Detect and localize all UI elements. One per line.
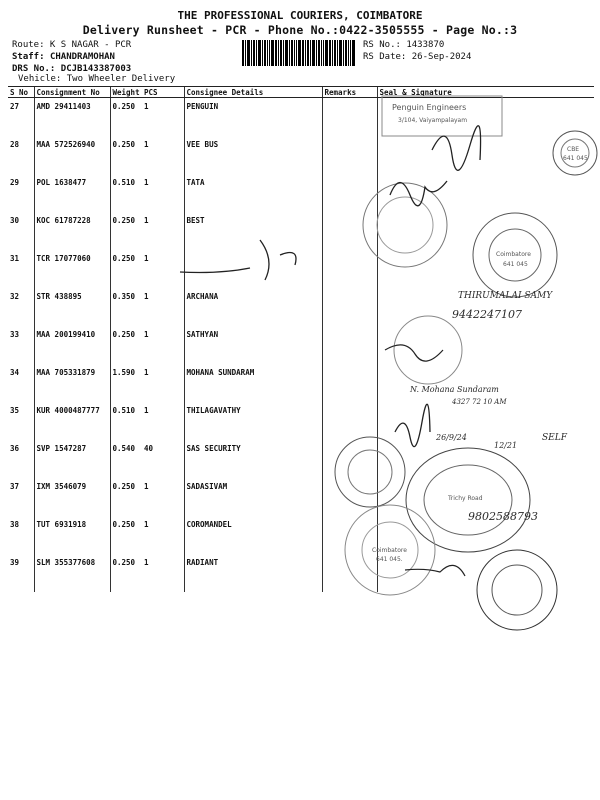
row-consignment: TCR 17077060 bbox=[34, 250, 110, 288]
staff-name: CHANDRAMOHAN bbox=[49, 52, 115, 62]
row-sno: 30 bbox=[10, 216, 20, 225]
row-weight: 0.250 bbox=[110, 98, 142, 137]
best-stamp-pin: 641 045 bbox=[503, 261, 528, 268]
row-weight: 0.540 bbox=[110, 440, 142, 478]
col-seal: Seal & Signature bbox=[377, 87, 594, 98]
col-remarks: Remarks bbox=[322, 87, 377, 98]
thilaga-time: 12/21 bbox=[494, 441, 518, 450]
row-weight: 0.250 bbox=[110, 554, 142, 592]
row-consignment: MAA 705331879 bbox=[34, 364, 110, 402]
veebus-stamp-pin: 641 045 bbox=[563, 155, 588, 162]
rs-date: RS Date: 26-Sep-2024 bbox=[363, 52, 472, 62]
row-sno: 38 bbox=[10, 520, 20, 529]
row-remarks bbox=[322, 402, 377, 440]
table-row bbox=[8, 402, 594, 440]
row-weight: 0.250 bbox=[110, 212, 142, 250]
row-remarks bbox=[322, 440, 377, 478]
row-pcs: 1 bbox=[144, 558, 149, 567]
row-weight: 1.590 bbox=[110, 364, 142, 402]
row-remarks bbox=[322, 478, 377, 516]
row-consignee: VEE BUS bbox=[184, 136, 322, 174]
row-seal bbox=[377, 326, 594, 364]
row-weight: 0.510 bbox=[110, 174, 142, 212]
row-consignment: STR 438895 bbox=[34, 288, 110, 326]
table-row bbox=[8, 478, 594, 516]
row-sno: 28 bbox=[10, 140, 20, 149]
col-weight: Weight bbox=[110, 87, 142, 98]
row-seal bbox=[377, 516, 594, 554]
row-pcs: 1 bbox=[144, 482, 149, 491]
company-name: THE PROFESSIONAL COURIERS, COIMBATORE bbox=[177, 9, 423, 22]
row-remarks bbox=[322, 174, 377, 212]
row-pcs: 1 bbox=[144, 406, 149, 415]
row-seal bbox=[377, 212, 594, 250]
archana-note: THIRUMALAI SAMY bbox=[458, 291, 553, 301]
row-weight: 0.250 bbox=[110, 250, 142, 288]
row-weight: 0.250 bbox=[110, 516, 142, 554]
row-remarks bbox=[322, 516, 377, 554]
table-row bbox=[8, 136, 594, 174]
col-consignment: Consignment No bbox=[34, 87, 110, 98]
row-seal bbox=[377, 554, 594, 592]
row-consignment: POL 1638477 bbox=[34, 174, 110, 212]
row-seal bbox=[377, 136, 594, 174]
row-pcs: 1 bbox=[144, 520, 149, 529]
route-text: Route: K S NAGAR - PCR bbox=[12, 40, 132, 50]
row-remarks bbox=[322, 288, 377, 326]
row-weight: 0.510 bbox=[110, 402, 142, 440]
table-row bbox=[8, 516, 594, 554]
row-pcs: 1 bbox=[144, 216, 149, 225]
drs-number: DCJB143387003 bbox=[60, 64, 132, 74]
row-remarks bbox=[322, 212, 377, 250]
row-consignee: MOHANA SUNDARAM bbox=[184, 364, 322, 402]
row-consignment: KOC 61787228 bbox=[34, 212, 110, 250]
row-pcs: 1 bbox=[144, 368, 149, 377]
veebus-stamp-city: CBE bbox=[567, 146, 580, 153]
row-consignee: PENGUIN bbox=[184, 98, 322, 137]
table-row bbox=[8, 364, 594, 402]
drs-label: DRS No.: bbox=[12, 64, 56, 74]
row-consignee: BEST bbox=[184, 212, 322, 250]
penguin-stamp-addr: 3/104, Vaiyampalayam bbox=[398, 117, 468, 124]
row-pcs: 1 bbox=[144, 102, 149, 111]
row-consignment: SVP 1547287 bbox=[34, 440, 110, 478]
table-header-row bbox=[8, 87, 594, 98]
row-consignment: SLM 355377608 bbox=[34, 554, 110, 592]
row-weight: 0.350 bbox=[110, 288, 142, 326]
row-pcs: 1 bbox=[144, 330, 149, 339]
row-pcs: 40 bbox=[144, 444, 154, 453]
table-row bbox=[8, 440, 594, 478]
runsheet-title: Delivery Runsheet - PCR - Phone No.:0422-3505555 - Page No.:3 bbox=[82, 23, 518, 37]
row-seal bbox=[377, 98, 594, 137]
row-pcs: 1 bbox=[144, 140, 149, 149]
row-consignment: MAA 572526940 bbox=[34, 136, 110, 174]
row-consignee: RADIANT bbox=[184, 554, 322, 592]
hospital-stamp-road: Trichy Road bbox=[448, 495, 483, 502]
row-sno: 27 bbox=[10, 102, 20, 111]
col-sno: S No bbox=[8, 87, 34, 98]
col-pcs: PCS bbox=[142, 87, 184, 98]
row-remarks bbox=[322, 136, 377, 174]
row-sno: 31 bbox=[10, 254, 20, 263]
drs-line bbox=[12, 64, 131, 74]
table-row bbox=[8, 554, 594, 592]
barcode bbox=[242, 40, 356, 66]
staff-label: Staff: bbox=[12, 52, 45, 62]
table-row bbox=[8, 326, 594, 364]
row-seal bbox=[377, 440, 594, 478]
mohana-sub: 4327 72 10 AM bbox=[452, 398, 507, 406]
row-sno: 32 bbox=[10, 292, 20, 301]
row-seal bbox=[377, 364, 594, 402]
row-consignment: IXM 3546079 bbox=[34, 478, 110, 516]
coromandel-stamp-city: Coimbatore bbox=[372, 547, 407, 554]
row-consignee: COROMANDEL bbox=[184, 516, 322, 554]
row-sno: 33 bbox=[10, 330, 20, 339]
row-weight: 0.250 bbox=[110, 136, 142, 174]
sadasivam-phone: 9802588793 bbox=[468, 510, 538, 523]
coromandel-stamp-pin: 641 045. bbox=[376, 556, 403, 563]
rs-number: RS No.: 1433870 bbox=[363, 40, 445, 50]
row-sno: 36 bbox=[10, 444, 20, 453]
row-pcs: 1 bbox=[144, 254, 149, 263]
row-sno: 35 bbox=[10, 406, 20, 415]
table-row bbox=[8, 250, 594, 288]
row-consignee: THILAGAVATHY bbox=[184, 402, 322, 440]
archana-phone: 9442247107 bbox=[452, 308, 522, 321]
staff-line bbox=[12, 52, 115, 62]
row-consignee: TATA bbox=[184, 174, 322, 212]
row-seal bbox=[377, 402, 594, 440]
row-pcs: 1 bbox=[144, 178, 149, 187]
row-consignment: AMD 29411403 bbox=[34, 98, 110, 137]
row-consignee: SATHYAN bbox=[184, 326, 322, 364]
row-remarks bbox=[322, 326, 377, 364]
row-consignee: SAS SECURITY bbox=[184, 440, 322, 478]
thilaga-date: 26/9/24 bbox=[436, 433, 467, 442]
row-seal bbox=[377, 174, 594, 212]
row-seal bbox=[377, 288, 594, 326]
row-weight: 0.250 bbox=[110, 326, 142, 364]
table-row bbox=[8, 174, 594, 212]
table-row bbox=[8, 288, 594, 326]
row-consignment: MAA 200199410 bbox=[34, 326, 110, 364]
runsheet-table bbox=[8, 86, 594, 592]
row-remarks bbox=[322, 364, 377, 402]
row-remarks bbox=[322, 554, 377, 592]
best-stamp-city: Coimbatore bbox=[496, 251, 531, 258]
row-consignee bbox=[184, 250, 322, 288]
row-sno: 34 bbox=[10, 368, 20, 377]
table-row bbox=[8, 212, 594, 250]
row-consignment: KUR 4000487777 bbox=[34, 402, 110, 440]
penguin-stamp-name: Penguin Engineers bbox=[392, 103, 467, 112]
row-seal bbox=[377, 478, 594, 516]
table-row bbox=[8, 98, 594, 137]
row-pcs: 1 bbox=[144, 292, 149, 301]
vehicle-text: Vehicle: Two Wheeler Delivery bbox=[18, 74, 176, 84]
mohana-note: N. Mohana Sundaram bbox=[410, 385, 499, 394]
row-sno: 39 bbox=[10, 558, 20, 567]
row-remarks bbox=[322, 98, 377, 137]
row-consignee: ARCHANA bbox=[184, 288, 322, 326]
row-sno: 29 bbox=[10, 178, 20, 187]
thilaga-self: SELF bbox=[542, 433, 567, 443]
col-consignee: Consignee Details bbox=[184, 87, 322, 98]
row-remarks bbox=[322, 250, 377, 288]
row-sno: 37 bbox=[10, 482, 20, 491]
row-consignment: TUT 6931918 bbox=[34, 516, 110, 554]
row-consignee: SADASIVAM bbox=[184, 478, 322, 516]
row-seal bbox=[377, 250, 594, 288]
row-weight: 0.250 bbox=[110, 478, 142, 516]
